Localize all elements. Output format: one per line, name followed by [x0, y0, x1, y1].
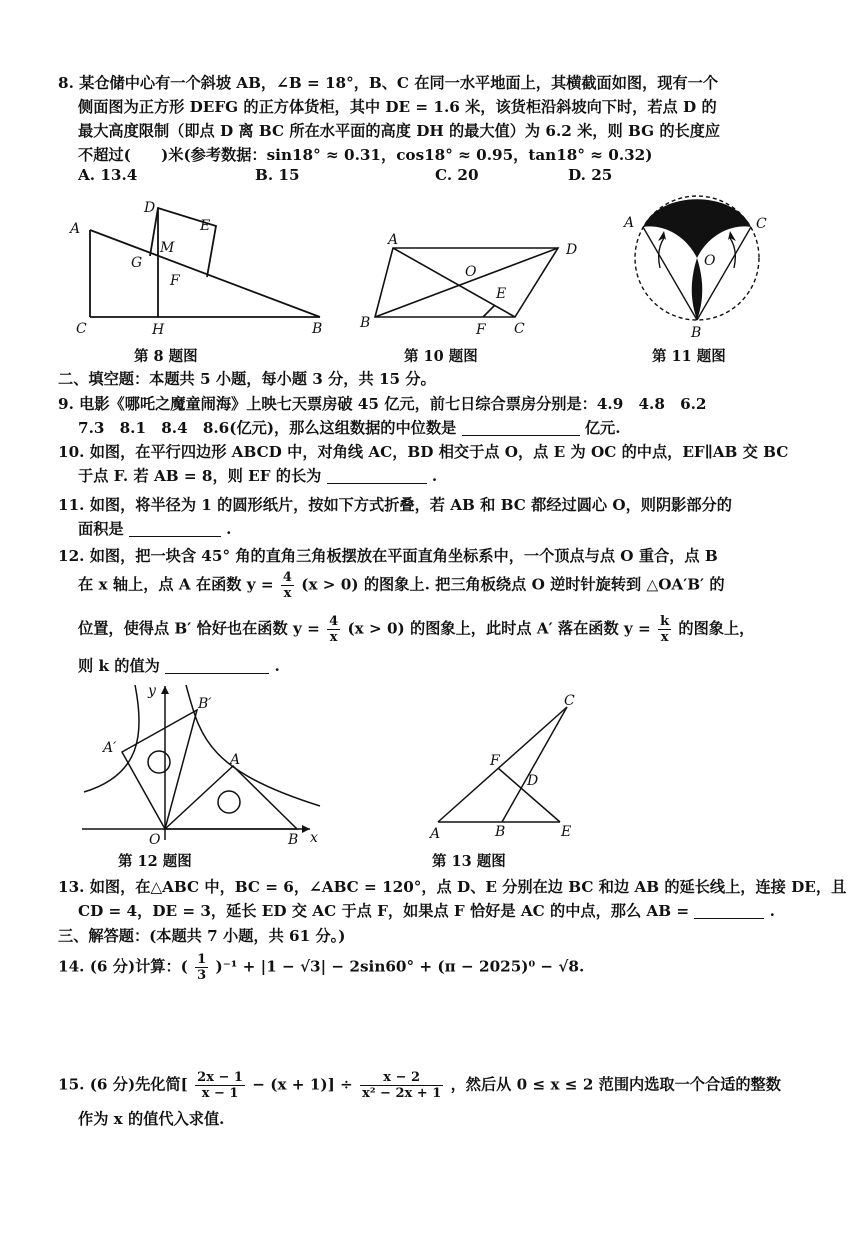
- fig10-label-O: O: [465, 264, 477, 280]
- fig12-label-Bprime: B′: [198, 696, 212, 712]
- q8-line1: 8. 某仓储中心有一个斜坡 AB，∠B = 18°，B、C 在同一水平地面上，其横截面如图，现有一个: [58, 74, 719, 92]
- fig8-label-G: G: [131, 255, 143, 271]
- fig11-label-O: O: [704, 253, 716, 269]
- q11-text: 面积是: [78, 520, 124, 538]
- fig12-label-x: x: [310, 830, 318, 846]
- fig12-label-A: A: [230, 752, 241, 768]
- q13-end: .: [769, 902, 775, 920]
- caption-fig11: 第 11 题图: [652, 348, 726, 365]
- fig12-label-O: O: [149, 832, 161, 848]
- q12-fraction-2: $\frac{4}{x}$: [329, 614, 339, 645]
- q15-line1: [58, 1070, 781, 1101]
- q13-line2: [78, 900, 775, 921]
- q15-fraction-1: $\frac{2x - 1}{x - 1}$: [197, 1070, 243, 1101]
- q9-text: 7.3 8.1 8.4 8.6(亿元)，那么这组数据的中位数是: [78, 419, 457, 437]
- q12-fraction-3: $\frac{k}{x}$: [660, 614, 670, 645]
- q12-fraction-1: $\frac{4}{x}$: [282, 570, 292, 601]
- fig10-label-F: F: [476, 322, 486, 338]
- q11-line1: 11. 如图，将半径为 1 的圆形纸片，按如下方式折叠，若 AB 和 BC 都经过圆心 O，则阴影部分的: [58, 496, 732, 514]
- fig11-label-B: B: [691, 325, 702, 341]
- fig8-label-H: H: [152, 322, 165, 338]
- q13-line1: 13. 如图，在△ABC 中，BC = 6，∠ABC = 120°，点 D、E 分别在边 BC 和边 AB 的延长线上，连接 DE，且: [58, 878, 847, 896]
- fig10-label-D: D: [566, 242, 578, 258]
- fig8-label-M: M: [160, 240, 175, 256]
- q12-text-f: 则 k 的值为: [78, 657, 160, 675]
- fig8-label-A: A: [70, 221, 81, 237]
- caption-fig13: 第 13 题图: [432, 853, 506, 870]
- fig13-label-F: F: [490, 753, 500, 769]
- fig10-label-A: A: [388, 232, 399, 248]
- caption-fig10: 第 10 题图: [404, 348, 478, 365]
- q12-end: .: [274, 657, 280, 675]
- q15-text-b: − (x + 1)] ÷: [252, 1075, 353, 1094]
- q13-text: CD = 4，DE = 3，延长 ED 交 AC 于点 F，如果点 F 恰好是 AC 的中点，那么 AB =: [78, 902, 690, 920]
- q9-line1: 9. 电影《哪吒之魔童闹海》上映七天票房破 45 亿元，前七日综合票房分别是：4.9 4.8 6.2: [58, 395, 707, 413]
- fig8-label-B: B: [312, 321, 323, 337]
- q15-line2: 作为 x 的值代入求值.: [78, 1110, 225, 1128]
- q13-answer-blank[interactable]: [694, 900, 764, 919]
- fig13-label-B: B: [495, 824, 506, 840]
- caption-fig8: 第 8 题图: [134, 348, 198, 365]
- q8-line3: 最大高度限制（即点 D 离 BC 所在水平面的高度 DH 的最大值）为 6.2 米，则 BG 的长度应: [78, 122, 721, 140]
- q8-line4: 不超过( )米(参考数据：sin18° ≈ 0.31，cos18° ≈ 0.95，tan18° ≈ 0.32): [78, 146, 653, 164]
- q11-end: .: [226, 520, 232, 538]
- q8-option-c: C. 20: [435, 166, 479, 184]
- q10-line1: 10. 如图，在平行四边形 ABCD 中，对角线 AC，BD 相交于点 O，点 E 为 OC 的中点，EF∥AB 交 BC: [58, 443, 789, 461]
- q10-text: 于点 F. 若 AB = 8，则 EF 的长为: [78, 467, 322, 485]
- q8-line2: 侧面图为正方形 DEFG 的正方体货柜，其中 DE = 1.6 米，该货柜沿斜坡向下时，若点 D 的: [78, 98, 717, 116]
- q12-text-e: 的图象上，: [678, 619, 755, 638]
- q8-option-d: D. 25: [568, 166, 613, 184]
- q9-unit: 亿元.: [584, 419, 621, 437]
- fig8-label-E: E: [200, 218, 211, 234]
- fig11-label-A: A: [624, 215, 635, 231]
- section-3-heading: 三、解答题：(本题共 7 小题，共 61 分。): [58, 927, 346, 945]
- q12-text-a: 在 x 轴上，点 A 在函数 y =: [78, 575, 274, 594]
- q15-fraction-2: $\frac{x - 2}{\text{x² − 2x + 1}}$: [362, 1070, 442, 1101]
- fig12-label-B: B: [288, 832, 299, 848]
- fig8-label-C: C: [76, 321, 87, 337]
- q8-option-b: B. 15: [255, 166, 300, 184]
- fig8-label-D: D: [144, 200, 156, 216]
- q8-option-a: A. 13.4: [78, 166, 138, 184]
- fig13-label-C: C: [564, 693, 575, 709]
- fig10-label-B: B: [360, 315, 371, 331]
- fig13-label-E: E: [561, 824, 572, 840]
- fig12-label-y: y: [148, 683, 156, 699]
- q14-text-a: 14. (6 分)计算：(: [58, 957, 188, 976]
- q10-end: .: [431, 467, 438, 485]
- q12-text-b: (x > 0) 的图象上. 把三角板绕点 O 逆时针旋转到 △OA′B′ 的: [301, 575, 725, 594]
- fig10-label-C: C: [514, 321, 525, 337]
- fig11-label-C: C: [756, 216, 767, 232]
- fig10-label-E: E: [496, 286, 507, 302]
- q14-line: [58, 952, 584, 983]
- fig12-label-Aprime: A′: [103, 740, 117, 756]
- caption-fig12: 第 12 题图: [118, 853, 192, 870]
- fig13-label-D: D: [527, 773, 539, 789]
- q12-text-c: 位置，使得点 B′ 恰好也在函数 y =: [78, 619, 320, 638]
- fig8-label-F: F: [170, 273, 180, 289]
- fig13-label-A: A: [430, 826, 441, 842]
- q12-text-d: (x > 0) 的图象上，此时点 A′ 落在函数 y =: [347, 619, 651, 638]
- q12-line1: 12. 如图，把一块含 45° 角的直角三角板摆放在平面直角坐标系中，一个顶点与点 O 重合，点 B: [58, 547, 718, 565]
- q14-fraction: $\frac{1}{3}$: [197, 952, 207, 983]
- section-2-heading: 二、填空题：本题共 5 小题，每小题 3 分，共 15 分。: [58, 370, 436, 388]
- q14-text-b: )⁻¹ + |1 − √3| − 2sin60° + (π − 2025)⁰ − √8.: [215, 957, 585, 976]
- q15-text-a: 15. (6 分)先化简[: [58, 1075, 188, 1094]
- q15-text-c: ，然后从 0 ≤ x ≤ 2 范围内选取一个合适的整数: [450, 1075, 781, 1094]
